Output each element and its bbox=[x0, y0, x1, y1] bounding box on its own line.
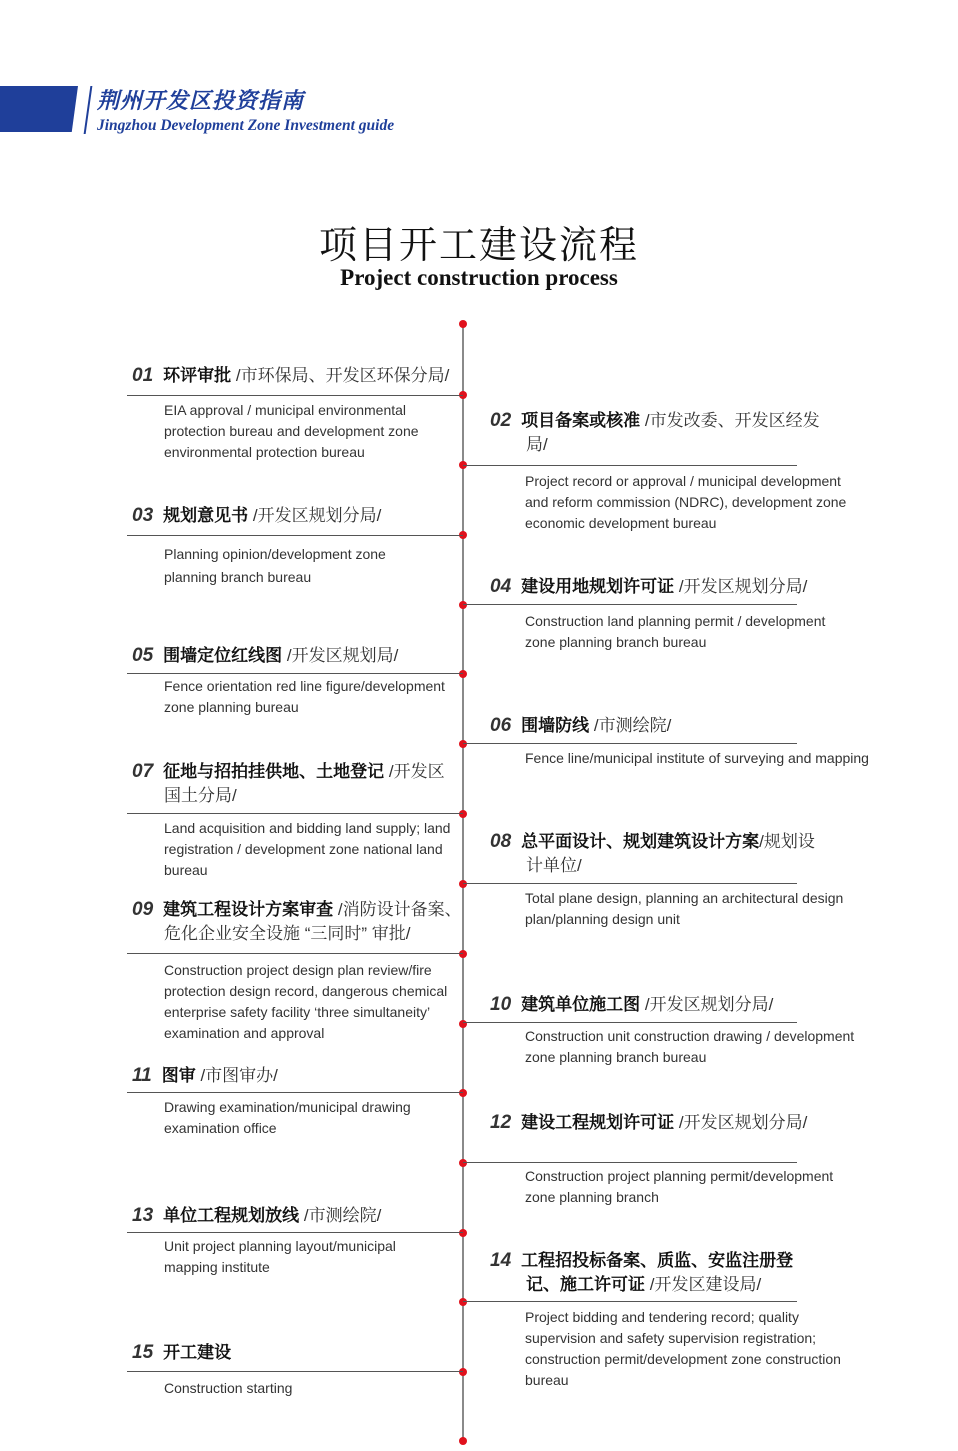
step-description: Construction land planning permit / development zone planning branch bureau bbox=[525, 613, 826, 650]
step-heading bbox=[490, 830, 826, 878]
step-number: 09 bbox=[132, 899, 154, 920]
step-number: 05 bbox=[132, 645, 154, 666]
step-number: 11 bbox=[132, 1065, 152, 1086]
banner-divider bbox=[84, 86, 93, 134]
step-number: 03 bbox=[132, 505, 154, 526]
step-description: Project bidding and tendering record; quality supervision and safety supervision registration; construction permit/development zone construction bureau bbox=[525, 1309, 841, 1388]
banner-title-en: Jingzhou Development Zone Investment guide bbox=[97, 117, 395, 134]
step-number: 04 bbox=[490, 576, 512, 597]
step-divider bbox=[127, 673, 463, 674]
step-title: 建筑工程设计方案审查 bbox=[163, 900, 334, 919]
banner-title-cn: 荆州开发区投资指南 bbox=[97, 88, 305, 113]
step-heading bbox=[490, 575, 870, 599]
step-department: /市发改委、开发区经发局/ bbox=[526, 411, 820, 454]
step-description: Project record or approval / municipal development and reform commission (NDRC), development zone economic development bureau bbox=[525, 473, 847, 531]
step-divider bbox=[463, 1162, 797, 1163]
step-number: 13 bbox=[132, 1205, 154, 1226]
step-department: /开发区建设局/ bbox=[645, 1275, 762, 1294]
timeline-dot bbox=[459, 320, 467, 328]
step-heading bbox=[132, 644, 462, 668]
step-description: Fence orientation red line figure/development zone planning bureau bbox=[164, 678, 445, 715]
step-department: /市测绘院/ bbox=[589, 716, 672, 735]
timeline-dot bbox=[459, 1298, 467, 1306]
step-divider bbox=[127, 1232, 463, 1233]
step-title: 单位工程规划放线 bbox=[163, 1206, 300, 1225]
step-heading bbox=[490, 993, 870, 1017]
step-department: /开发区规划分局/ bbox=[640, 995, 774, 1014]
step-heading bbox=[132, 504, 462, 528]
step-title: 规划意见书 bbox=[163, 506, 249, 525]
step-description: Drawing examination/municipal drawing examination office bbox=[164, 1099, 411, 1136]
step-description: Construction project planning permit/development zone planning branch bbox=[525, 1168, 834, 1205]
step-heading bbox=[132, 898, 464, 946]
step-divider bbox=[463, 1301, 797, 1302]
step-heading bbox=[490, 1111, 816, 1135]
step-heading bbox=[490, 409, 826, 457]
step-department: /规划设计单位/ bbox=[526, 832, 815, 875]
step-number: 10 bbox=[490, 994, 512, 1015]
step-description: Planning opinion/development zone planning branch bureau bbox=[164, 546, 386, 585]
step-department: /开发区规划分局/ bbox=[248, 506, 382, 525]
step-title: 征地与招拍挂供地、土地登记 bbox=[163, 762, 385, 781]
step-divider bbox=[127, 535, 463, 536]
timeline-dot bbox=[459, 1159, 467, 1167]
step-title: 环评审批 bbox=[163, 366, 232, 385]
step-heading bbox=[132, 364, 462, 388]
step-description: Construction starting bbox=[164, 1380, 293, 1396]
banner-bar bbox=[0, 86, 78, 132]
step-heading bbox=[132, 760, 454, 808]
step-divider bbox=[463, 743, 797, 744]
step-description: EIA approval / municipal environmental protection bureau and development zone environmental protection bureau bbox=[164, 402, 419, 460]
step-title: 图审 bbox=[161, 1066, 196, 1085]
step-divider bbox=[127, 395, 463, 396]
step-heading bbox=[132, 1064, 462, 1088]
step-department: /开发区规划分局/ bbox=[674, 577, 808, 596]
step-number: 06 bbox=[490, 715, 512, 736]
step-title: 建设工程规划许可证 bbox=[521, 1113, 675, 1132]
step-description: Unit project planning layout/municipal mapping institute bbox=[164, 1238, 396, 1275]
page-title-en: Project construction process bbox=[340, 265, 618, 290]
step-description: Total plane design, planning an architectural design plan/planning design unit bbox=[525, 890, 844, 927]
step-title: 项目备案或核准 bbox=[521, 411, 641, 430]
step-divider bbox=[463, 1022, 797, 1023]
step-department: /消防设计备案、危化企业安全设施 “三同时” 审批/ bbox=[164, 900, 462, 943]
step-title: 工程招投标备案、质监、安监注册登记、施工许可证 bbox=[521, 1251, 794, 1294]
step-description: Construction unit construction drawing / development zone planning branch bureau bbox=[525, 1028, 855, 1065]
step-divider bbox=[127, 1092, 463, 1093]
step-description: Land acquisition and bidding land supply; land registration / development zone national land bureau bbox=[164, 820, 451, 878]
step-department: /开发区国土分局/ bbox=[164, 762, 445, 805]
step-title: 总平面设计、规划建筑设计方案 bbox=[521, 832, 760, 851]
timeline-dot bbox=[459, 1437, 467, 1445]
step-title: 围墙防线 bbox=[521, 716, 590, 735]
timeline-dot bbox=[459, 1368, 467, 1376]
step-description: Construction project design plan review/fire protection design record, dangerous chemical enterprise safety facility ‘three simultaneity’ examination and approval bbox=[164, 962, 448, 1041]
step-department: /市测绘院/ bbox=[299, 1206, 382, 1225]
step-number: 12 bbox=[490, 1112, 512, 1133]
step-department: /市图审办/ bbox=[195, 1066, 278, 1085]
timeline-dot bbox=[459, 950, 467, 958]
step-divider bbox=[127, 953, 463, 954]
step-number: 14 bbox=[490, 1250, 512, 1271]
step-divider bbox=[463, 604, 797, 605]
timeline-dot bbox=[459, 1229, 467, 1237]
step-heading bbox=[132, 1204, 462, 1228]
step-number: 02 bbox=[490, 410, 512, 431]
step-title: 开工建设 bbox=[163, 1343, 232, 1362]
step-description: Fence line/municipal institute of surveying and mapping bbox=[525, 750, 869, 766]
step-number: 15 bbox=[132, 1342, 154, 1363]
step-number: 08 bbox=[490, 831, 512, 852]
step-title: 建筑单位施工图 bbox=[521, 995, 641, 1014]
step-divider bbox=[463, 883, 797, 884]
step-heading bbox=[490, 714, 800, 738]
step-divider bbox=[127, 1371, 463, 1372]
timeline-dot bbox=[459, 880, 467, 888]
step-number: 07 bbox=[132, 761, 154, 782]
step-heading bbox=[490, 1249, 826, 1297]
timeline-dot bbox=[459, 601, 467, 609]
step-department: /开发区规划分局/ bbox=[674, 1113, 808, 1132]
step-heading bbox=[132, 1341, 462, 1365]
step-department: /市环保局、开发区环保分局/ bbox=[231, 366, 450, 385]
step-title: 建设用地规划许可证 bbox=[521, 577, 675, 596]
timeline-dot bbox=[459, 810, 467, 818]
step-divider bbox=[463, 465, 797, 466]
step-number: 01 bbox=[132, 365, 154, 386]
timeline-dot bbox=[459, 1089, 467, 1097]
step-title: 围墙定位红线图 bbox=[163, 646, 283, 665]
timeline-dot bbox=[459, 670, 467, 678]
page-title-cn: 项目开工建设流程 bbox=[318, 225, 639, 267]
timeline-dot bbox=[459, 740, 467, 748]
step-department: /开发区规划局/ bbox=[282, 646, 399, 665]
step-divider bbox=[127, 813, 463, 814]
